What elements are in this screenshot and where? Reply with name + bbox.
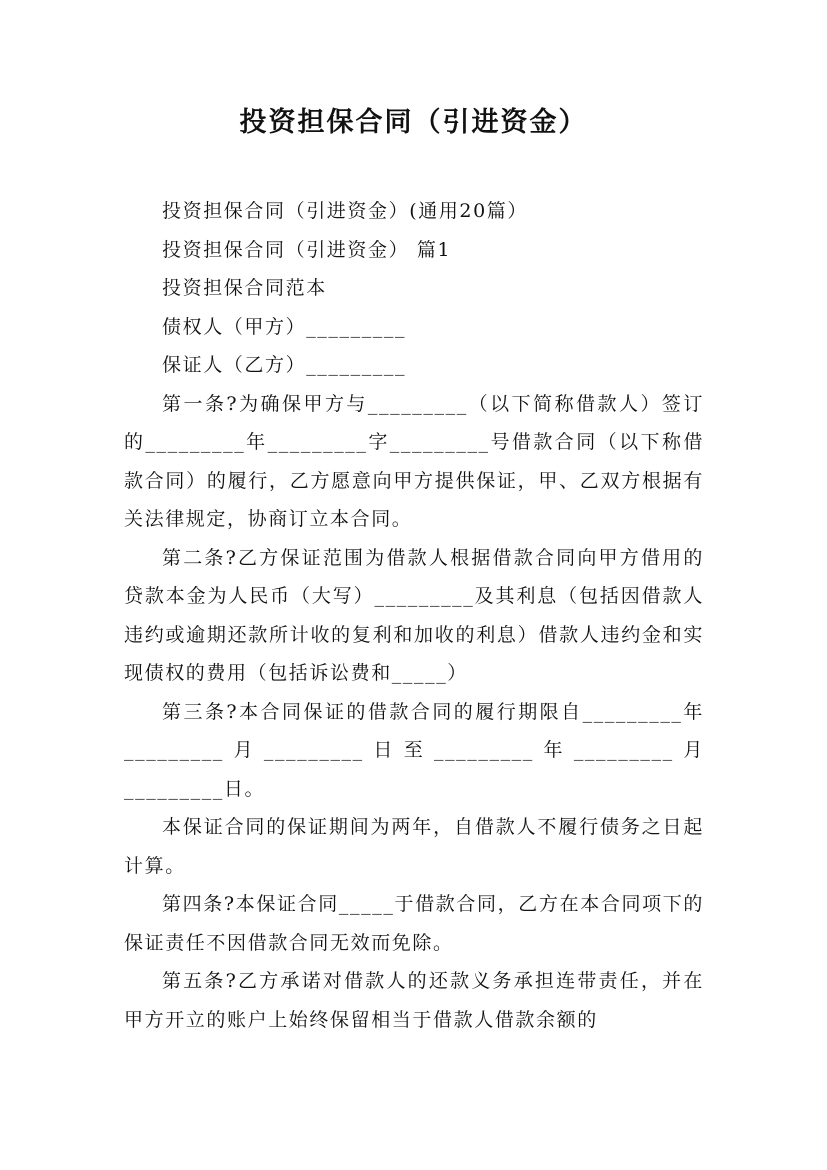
document-body <box>124 192 704 1039</box>
article-1: 第一条?为确保甲方与_________（以下简称借款人）签订的_________年_________字_________号借款合同（以下称借款合同）的履行，乙方愿意向甲方提供保证，甲、乙双方根据有关法律规定，协商订立本合同。 <box>124 392 704 530</box>
section-heading: 投资担保合同（引进资金） 篇1 <box>162 238 452 261</box>
article-2: 第二条?乙方保证范围为借款人根据借款合同向甲方借用的贷款本金为人民币（大写）_________及其利息（包括因借款人违约或逾期还款所计收的复利和加收的利息）借款人违约金和实现债权的费用（包括诉讼费和_____） <box>124 546 704 684</box>
subtitle-line: 投资担保合同（引进资金）(通用20篇） <box>162 200 528 222</box>
article-3: 第三条?本合同保证的借款合同的履行期限自_________年_________月_________日至_________年_________月_________日。 <box>124 700 704 800</box>
document-title: 投资担保合同（引进资金） <box>239 107 588 138</box>
creditor-line: 债权人（甲方）_________ <box>162 315 407 338</box>
guarantor-line: 保证人（乙方）_________ <box>162 354 407 376</box>
article-4: 第四条?本保证合同_____于借款合同，乙方在本合同项下的保证责任不因借款合同无效而免除。 <box>124 893 704 954</box>
guarantee-period-paragraph: 本保证合同的保证期间为两年，自借款人不履行债务之日起计算。 <box>124 816 704 877</box>
article-5: 第五条?乙方承诺对借款人的还款义务承担连带责任，并在甲方开立的账户上始终保留相当于借款人借款余额的 <box>124 970 704 1031</box>
template-heading: 投资担保合同范本 <box>162 277 327 299</box>
